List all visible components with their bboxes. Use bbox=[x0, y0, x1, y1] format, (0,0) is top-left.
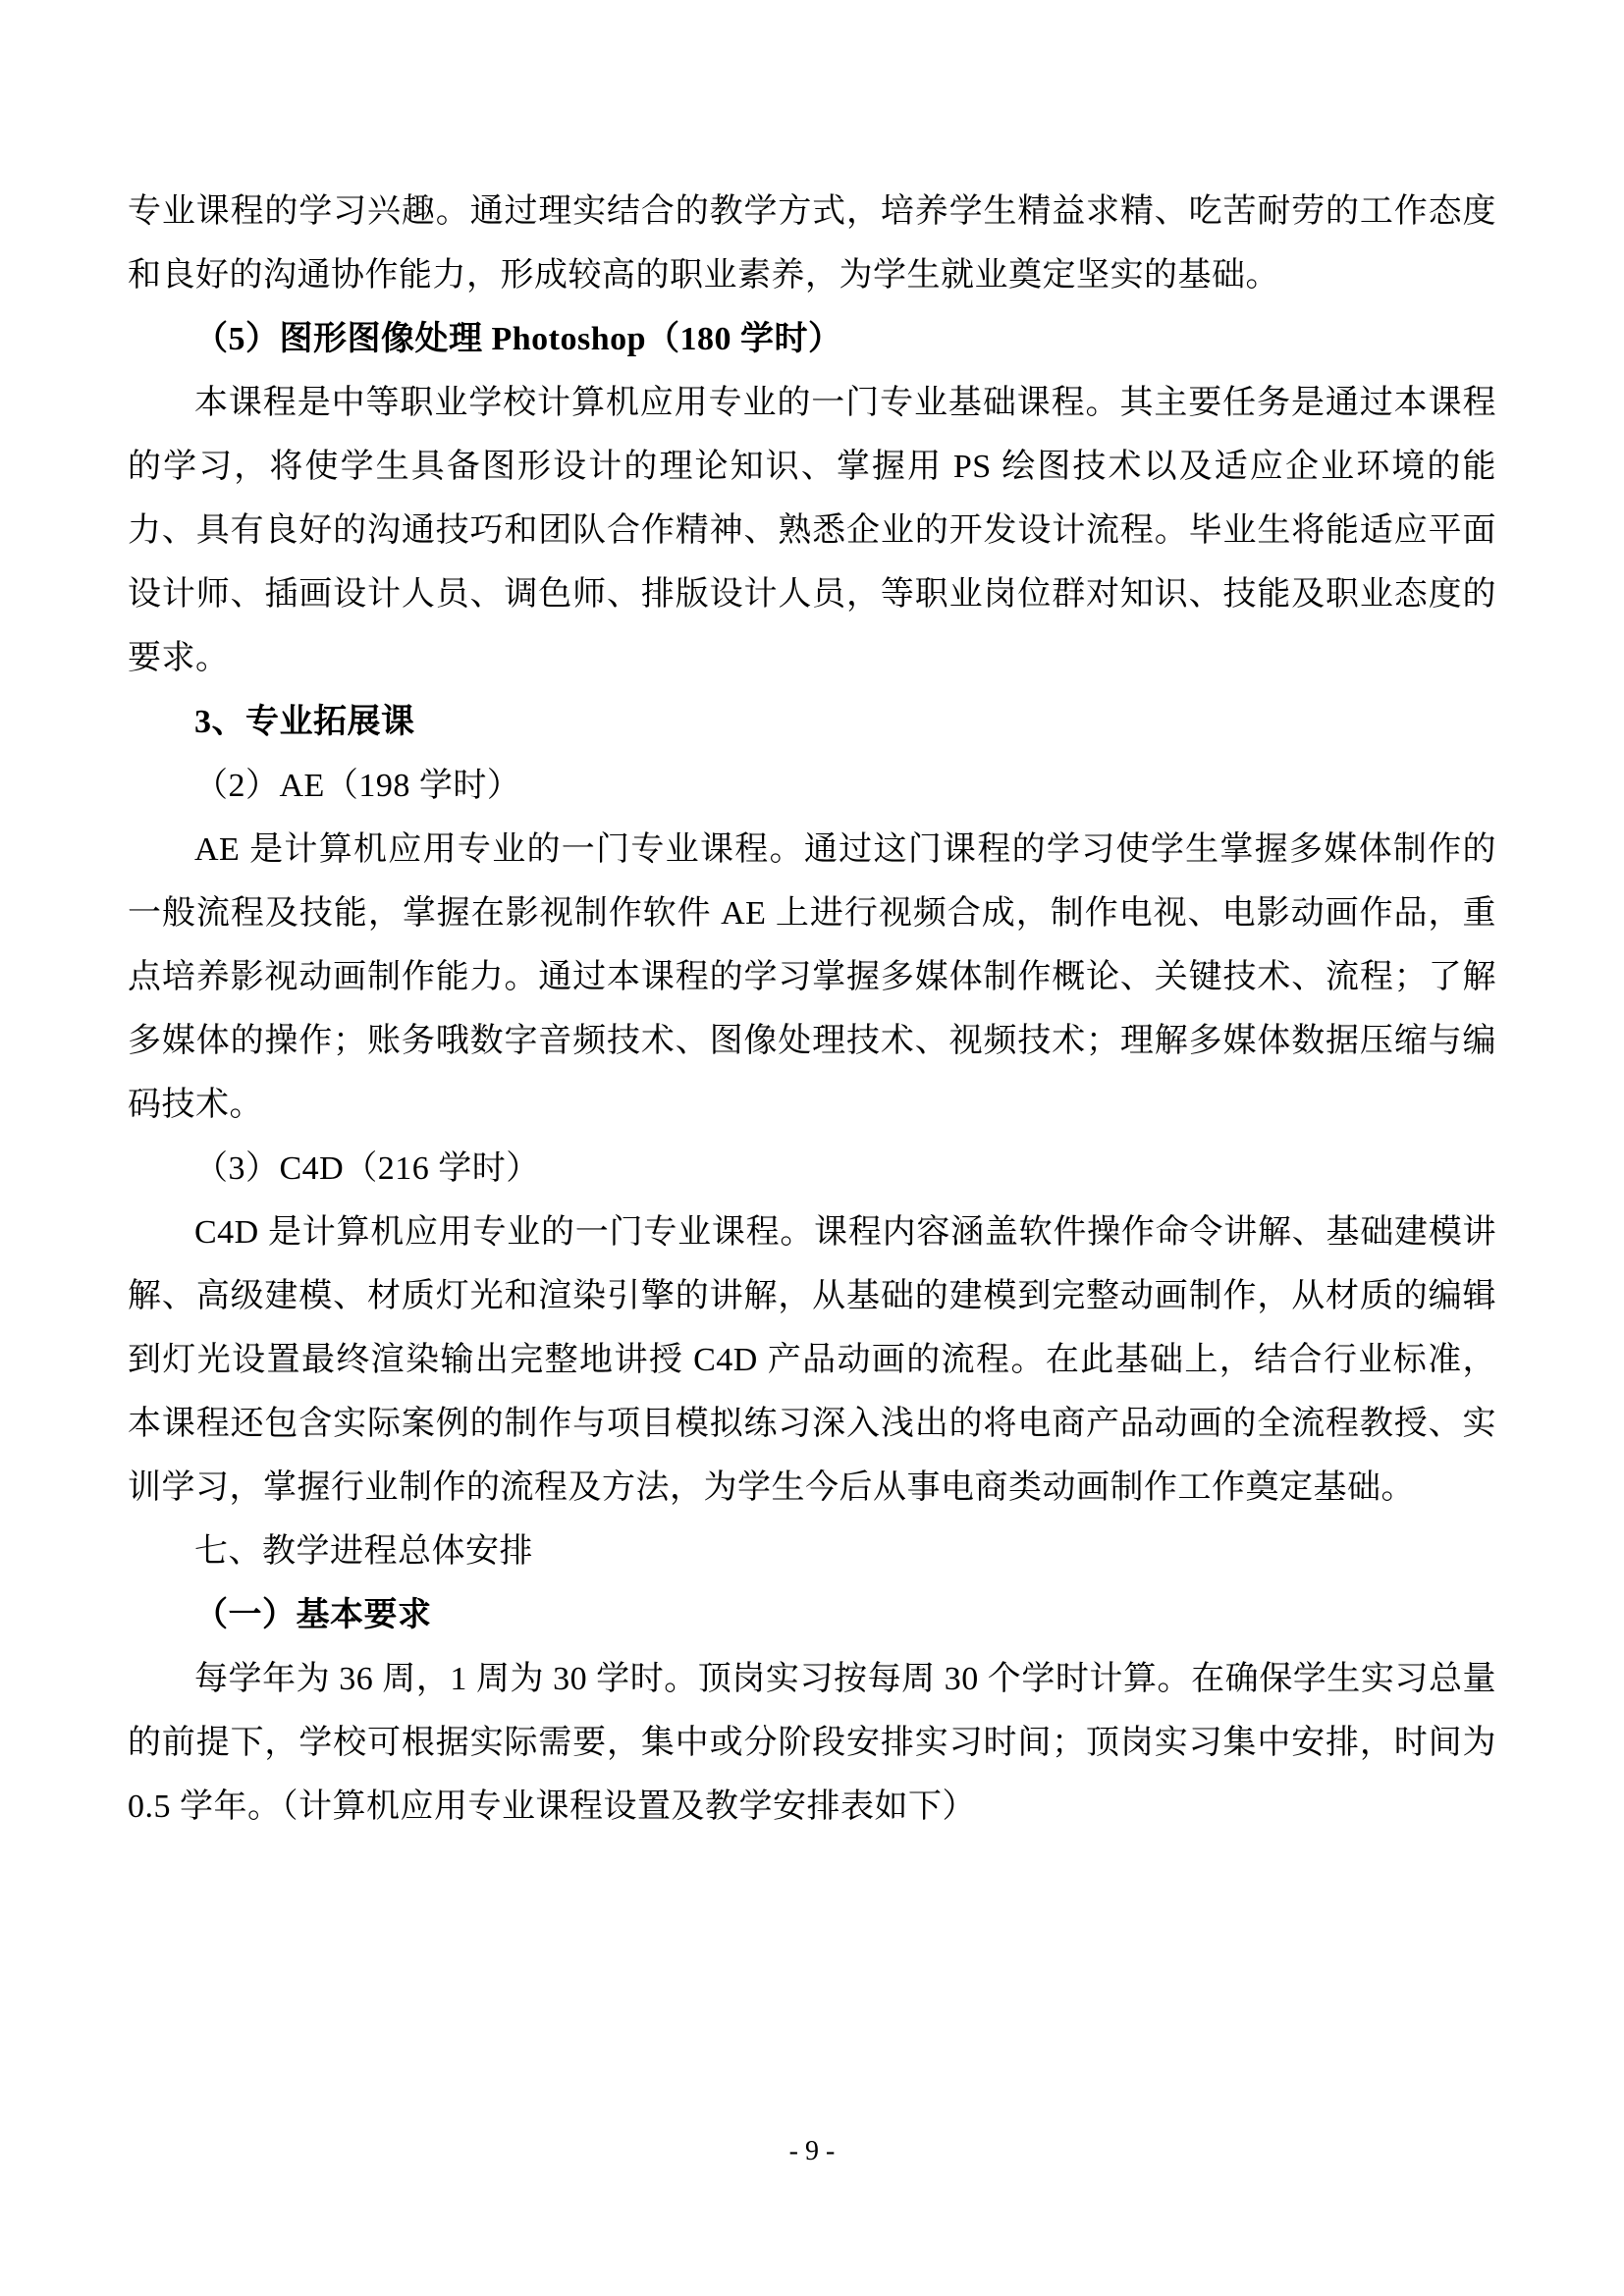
paragraph-ae-description: AE 是计算机应用专业的一门专业课程。通过这门课程的学习使学生掌握多媒体制作的一般流程及技能，掌握在影视制作软件 AE 上进行视频合成，制作电视、电影动画作品，重点培养影视动画制作能力。通过本课程的学习掌握多媒体制作概论、关键技术、流程；了解多媒体的操作；账务哦数字音频技术、图像处理技术、视频技术；理解多媒体数据压缩与编码技术。 bbox=[128, 831, 1496, 1123]
paragraph-basic-requirements: 每学年为 36 周，1 周为 30 学时。顶岗实习按每周 30 个学时计算。在确保学生实习总量的前提下，学校可根据实际需要，集中或分阶段安排实习时间；顶岗实习集中安排，时间为 0.5 学年。（计算机应用专业课程设置及教学安排表如下） bbox=[128, 1661, 1496, 1825]
heading-ae-course: （2）AE（198 学时） bbox=[194, 768, 521, 804]
paragraph-photoshop-description: 本课程是中等职业学校计算机应用专业的一门专业基础课程。其主要任务是通过本课程的学习，将使学生具备图形设计的理论知识、掌握用 PS 绘图技术以及适应企业环境的能力、具有良好的沟通技巧和团队合作精神、熟悉企业的开发设计流程。毕业生将能适应平面设计师、插画设计人员、调色师、排版设计人员，等职业岗位群对知识、技能及职业态度的要求。 bbox=[128, 385, 1496, 676]
heading-basic-requirements: （一）基本要求 bbox=[194, 1597, 432, 1633]
heading-major-extension-courses: 3、专业拓展课 bbox=[194, 704, 415, 740]
paragraph-continuation: 专业课程的学习兴趣。通过理实结合的教学方式，培养学生精益求精、吃苦耐劳的工作态度和良好的沟通协作能力，形成较高的职业素养，为学生就业奠定坚实的基础。 bbox=[128, 193, 1496, 294]
paragraph-c4d-description: C4D 是计算机应用专业的一门专业课程。课程内容涵盖软件操作命令讲解、基础建模讲解、高级建模、材质灯光和渲染引擎的讲解，从基础的建模到完整动画制作，从材质的编辑到灯光设置最终渲染输出完整地讲授 C4D 产品动画的流程。在此基础上，结合行业标准，本课程还包含实际案例的制作与项目模拟练习深入浅出的将电商产品动画的全流程教授、实训学习，掌握行业制作的流程及方法，为学生今后从事电商类动画制作工作奠定基础。 bbox=[128, 1214, 1496, 1506]
page-number: - 9 - bbox=[788, 2136, 836, 2166]
heading-teaching-schedule: 七、教学进程总体安排 bbox=[194, 1533, 533, 1570]
document-body bbox=[128, 180, 1496, 1839]
heading-photoshop-course: （5）图形图像处理 Photoshop（180 学时） bbox=[194, 321, 842, 357]
heading-c4d-course: （3）C4D（216 学时） bbox=[194, 1150, 540, 1187]
